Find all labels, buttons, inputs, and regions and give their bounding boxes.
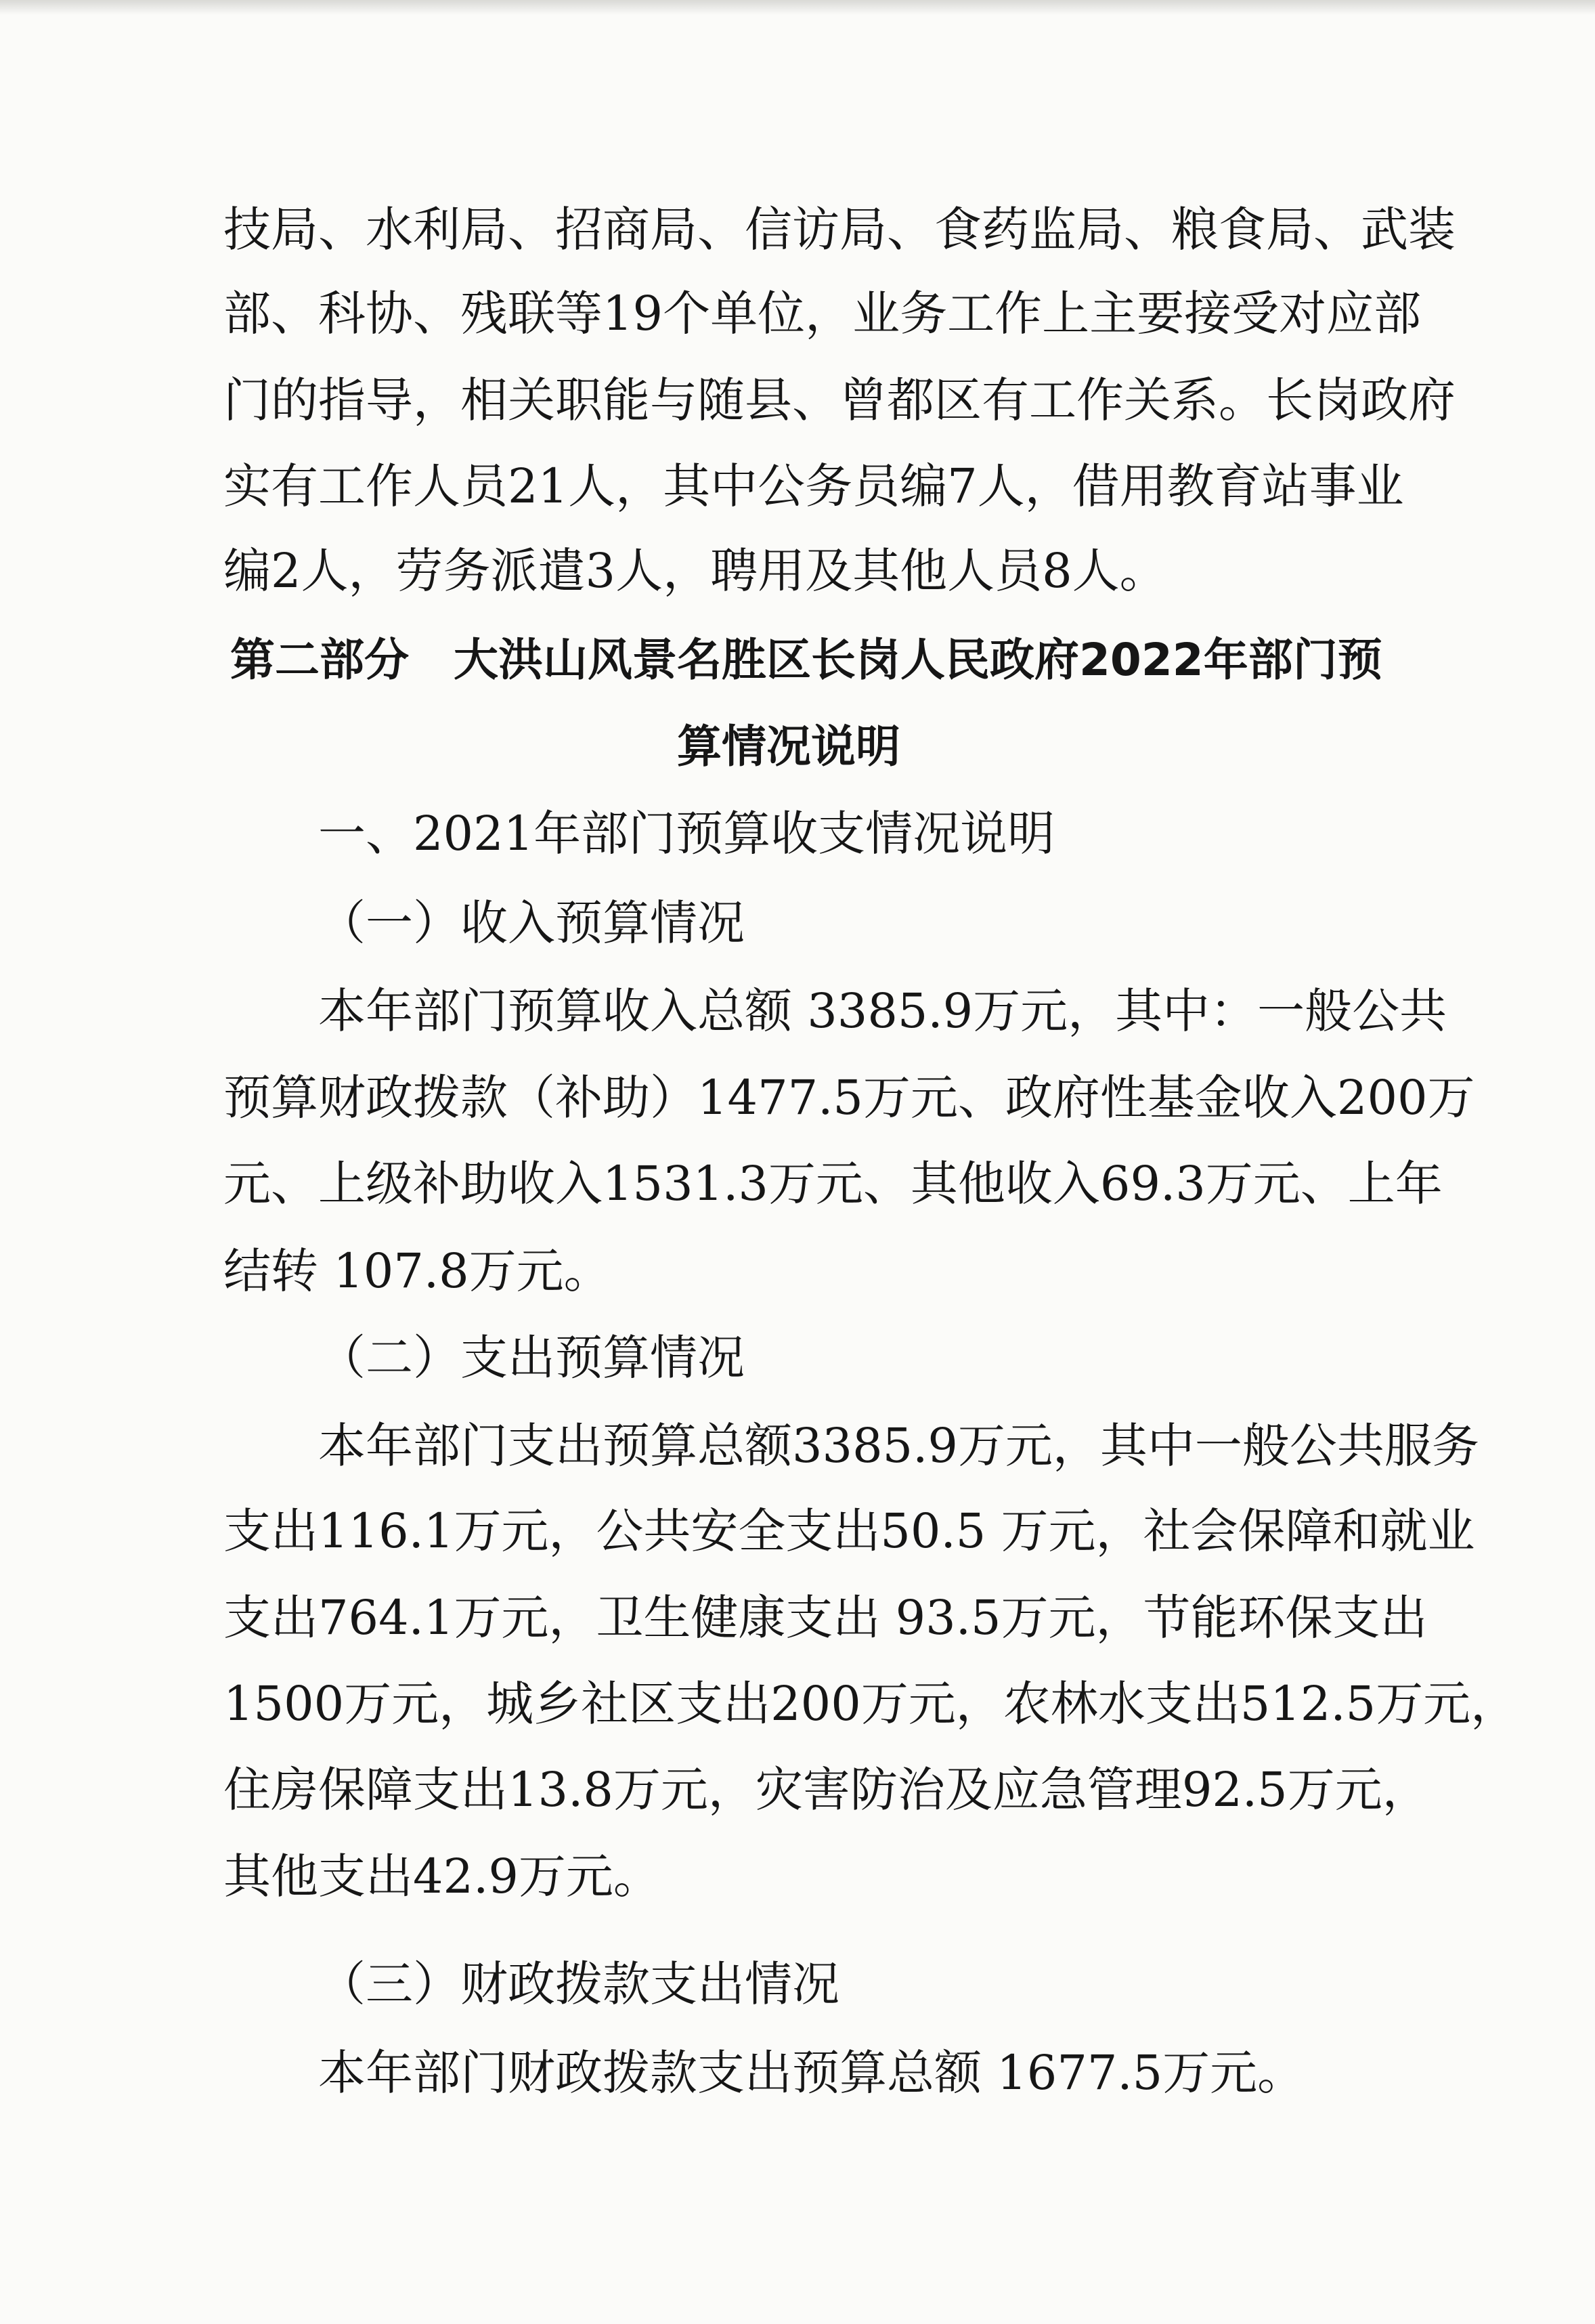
fiscal-title: （三）财政拨款支出情况 — [318, 1956, 839, 2012]
fiscal-line: 本年部门财政拨款支出预算总额 1677.5万元。 — [318, 2045, 1305, 2101]
income-title: （一）收入预算情况 — [318, 895, 745, 951]
expenditure-line-2: 支出116.1万元，公共安全支出50.5 万元，社会保障和就业 — [223, 1503, 1475, 1559]
expenditure-line-4: 1500万元，城乡社区支出200万元，农林水支出512.5万元， — [223, 1676, 1518, 1731]
income-line-4: 结转 107.8万元。 — [223, 1243, 611, 1299]
part-heading-line-1: 第二部分 大洪山风景名胜区长岗人民政府2022年部门预 — [230, 634, 1382, 686]
intro-line-5: 编2人，劳务派遣3人，聘用及其他人员8人。 — [223, 543, 1167, 599]
income-line-3: 元、上级补助收入1531.3万元、其他收入69.3万元、上年 — [223, 1156, 1443, 1211]
expenditure-line-3: 支出764.1万元，卫生健康支出 93.5万元，节能环保支出 — [223, 1590, 1428, 1645]
section-1-title: 一、2021年部门预算收支情况说明 — [318, 806, 1055, 861]
part-heading-line-2: 算情况说明 — [677, 720, 900, 773]
intro-line-4: 实有工作人员21人，其中公务员编7人，借用教育站事业 — [223, 458, 1404, 514]
intro-line-3: 门的指导，相关职能与随县、曾都区有工作关系。长岗政府 — [223, 372, 1456, 428]
intro-line-2: 部、科协、残联等19个单位，业务工作上主要接受对应部 — [223, 286, 1422, 341]
expenditure-line-1: 本年部门支出预算总额3385.9万元，其中一般公共服务 — [318, 1418, 1479, 1473]
income-line-2: 预算财政拨款（补助）1477.5万元、政府性基金收入200万 — [223, 1070, 1475, 1125]
intro-line-1: 技局、水利局、招商局、信访局、食药监局、粮食局、武装 — [223, 202, 1456, 257]
expenditure-line-6: 其他支出42.9万元。 — [223, 1849, 661, 1904]
expenditure-line-5: 住房保障支出13.8万元，灾害防治及应急管理92.5万元， — [223, 1762, 1430, 1817]
income-line-1: 本年部门预算收入总额 3385.9万元，其中：一般公共 — [318, 983, 1447, 1039]
expenditure-title: （二）支出预算情况 — [318, 1330, 745, 1385]
